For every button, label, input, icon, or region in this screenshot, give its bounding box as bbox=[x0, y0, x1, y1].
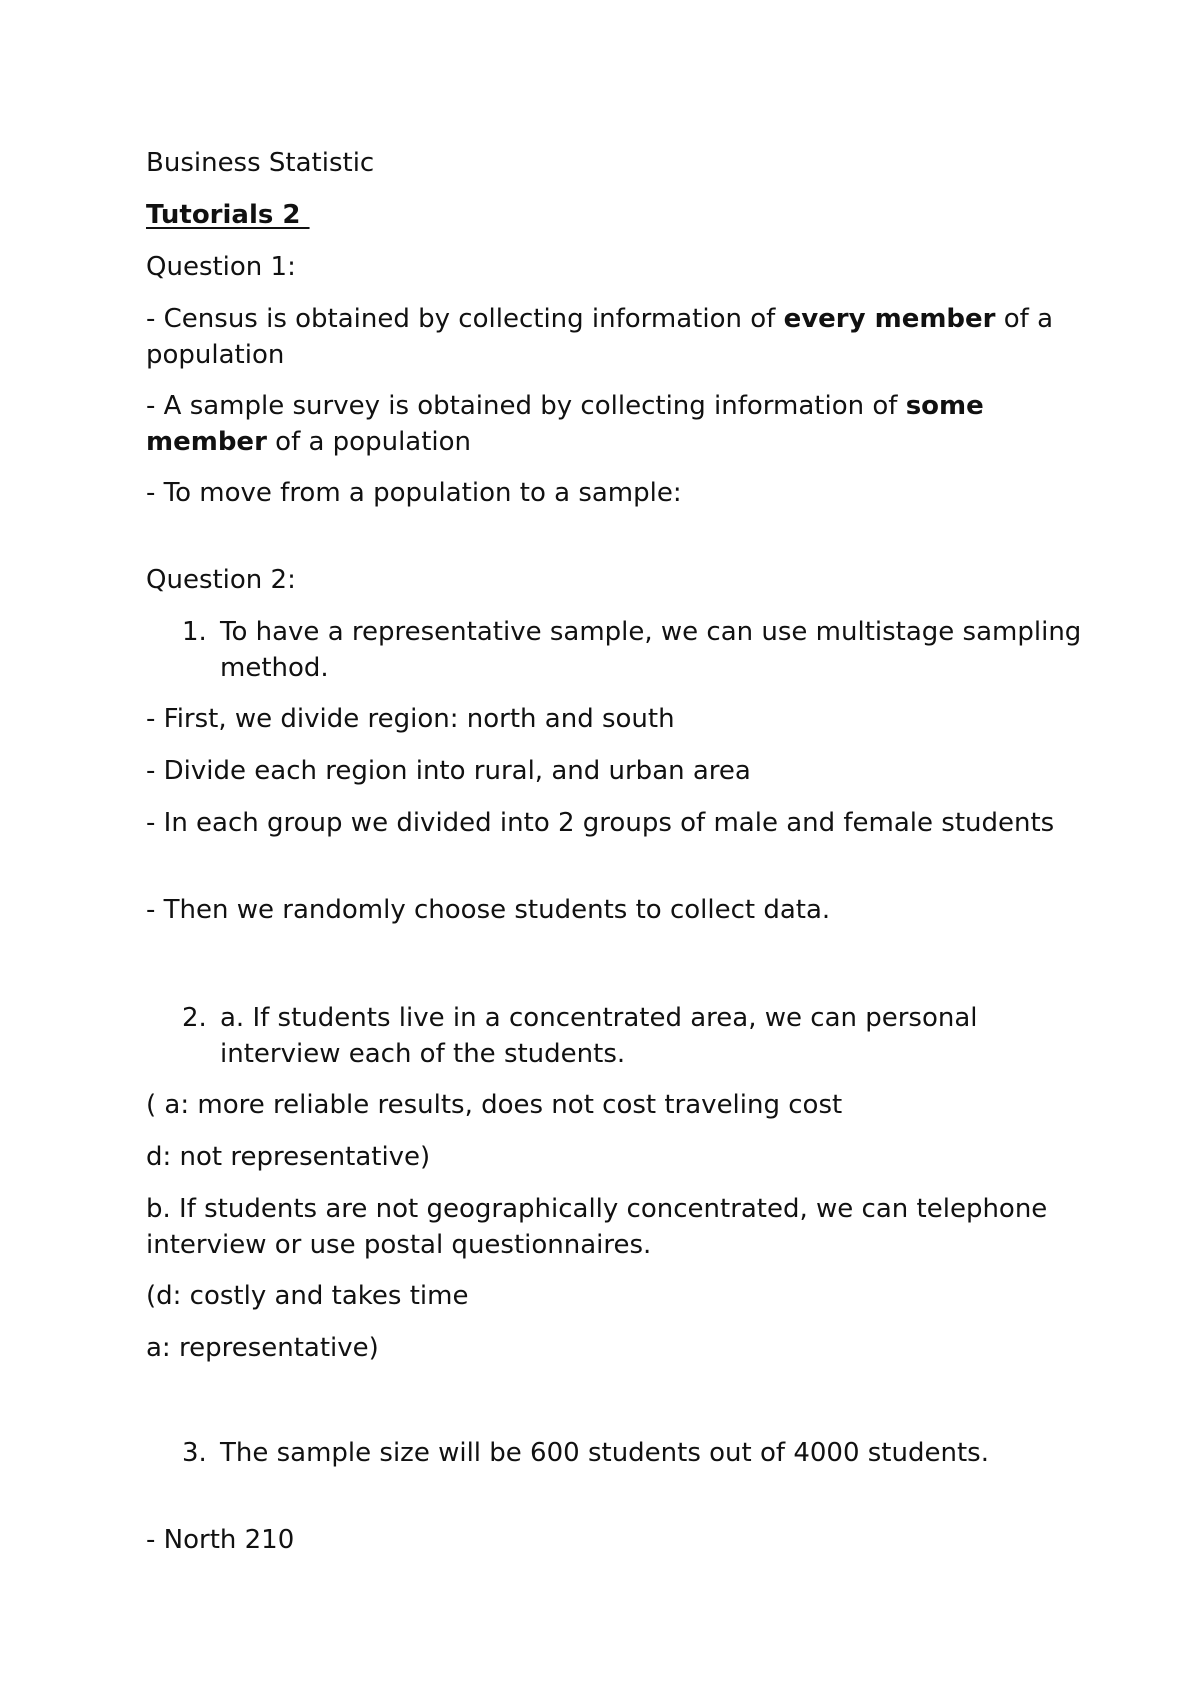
sample-survey-paragraph bbox=[146, 388, 1086, 460]
census-text-pre: - Census is obtained by collecting information of bbox=[146, 304, 784, 334]
step-first-divide: - First, we divide region: north and south bbox=[146, 704, 675, 734]
list-item-2-text: a. If students live in a concentrated area, we can personal interview each of the students. bbox=[220, 1003, 978, 1069]
tutorial-title-text: Tutorials 2 bbox=[146, 200, 310, 230]
list-item-3 bbox=[182, 1435, 1082, 1471]
disadvantage-a-line: d: not representative) bbox=[146, 1142, 431, 1172]
list-item-3-text: The sample size will be 600 students out of 4000 students. bbox=[220, 1438, 989, 1468]
list-item-1-number: 1. bbox=[182, 617, 207, 647]
census-text-post: of a population bbox=[146, 304, 1054, 370]
step-randomly-choose: - Then we randomly choose students to collect data. bbox=[146, 895, 831, 925]
list-item-1-text: To have a representative sample, we can use multistage sampling method. bbox=[220, 617, 1082, 683]
part-b-paragraph: b. If students are not geographically concentrated, we can telephone interview or use postal questionnaires. bbox=[146, 1194, 1048, 1260]
disadvantage-b-line: (d: costly and takes time bbox=[146, 1281, 469, 1311]
step-divide-region: - Divide each region into rural, and urban area bbox=[146, 756, 751, 786]
list-item-3-number: 3. bbox=[182, 1438, 207, 1468]
sample-text-post: of a population bbox=[266, 427, 472, 457]
move-population-line: - To move from a population to a sample: bbox=[146, 478, 682, 508]
tutorial-title bbox=[146, 197, 310, 233]
census-text-bold: every member bbox=[783, 304, 996, 334]
census-paragraph bbox=[146, 301, 1086, 373]
step-male-female: - In each group we divided into 2 groups of male and female students bbox=[146, 808, 1055, 838]
advantage-b-line: a: representative) bbox=[146, 1333, 379, 1363]
advantage-a-line: ( a: more reliable results, does not cost traveling cost bbox=[146, 1090, 843, 1120]
question-1-heading: Question 1: bbox=[146, 252, 296, 282]
course-title: Business Statistic bbox=[146, 148, 375, 178]
sample-text-pre: - A sample survey is obtained by collecting information of bbox=[146, 391, 906, 421]
north-count-line: - North 210 bbox=[146, 1525, 295, 1555]
list-item-2 bbox=[182, 1000, 1082, 1072]
list-item-2-number: 2. bbox=[182, 1003, 207, 1033]
list-item-1 bbox=[182, 614, 1082, 686]
question-2-heading: Question 2: bbox=[146, 565, 296, 595]
sample-text-bold: some member bbox=[146, 391, 984, 457]
